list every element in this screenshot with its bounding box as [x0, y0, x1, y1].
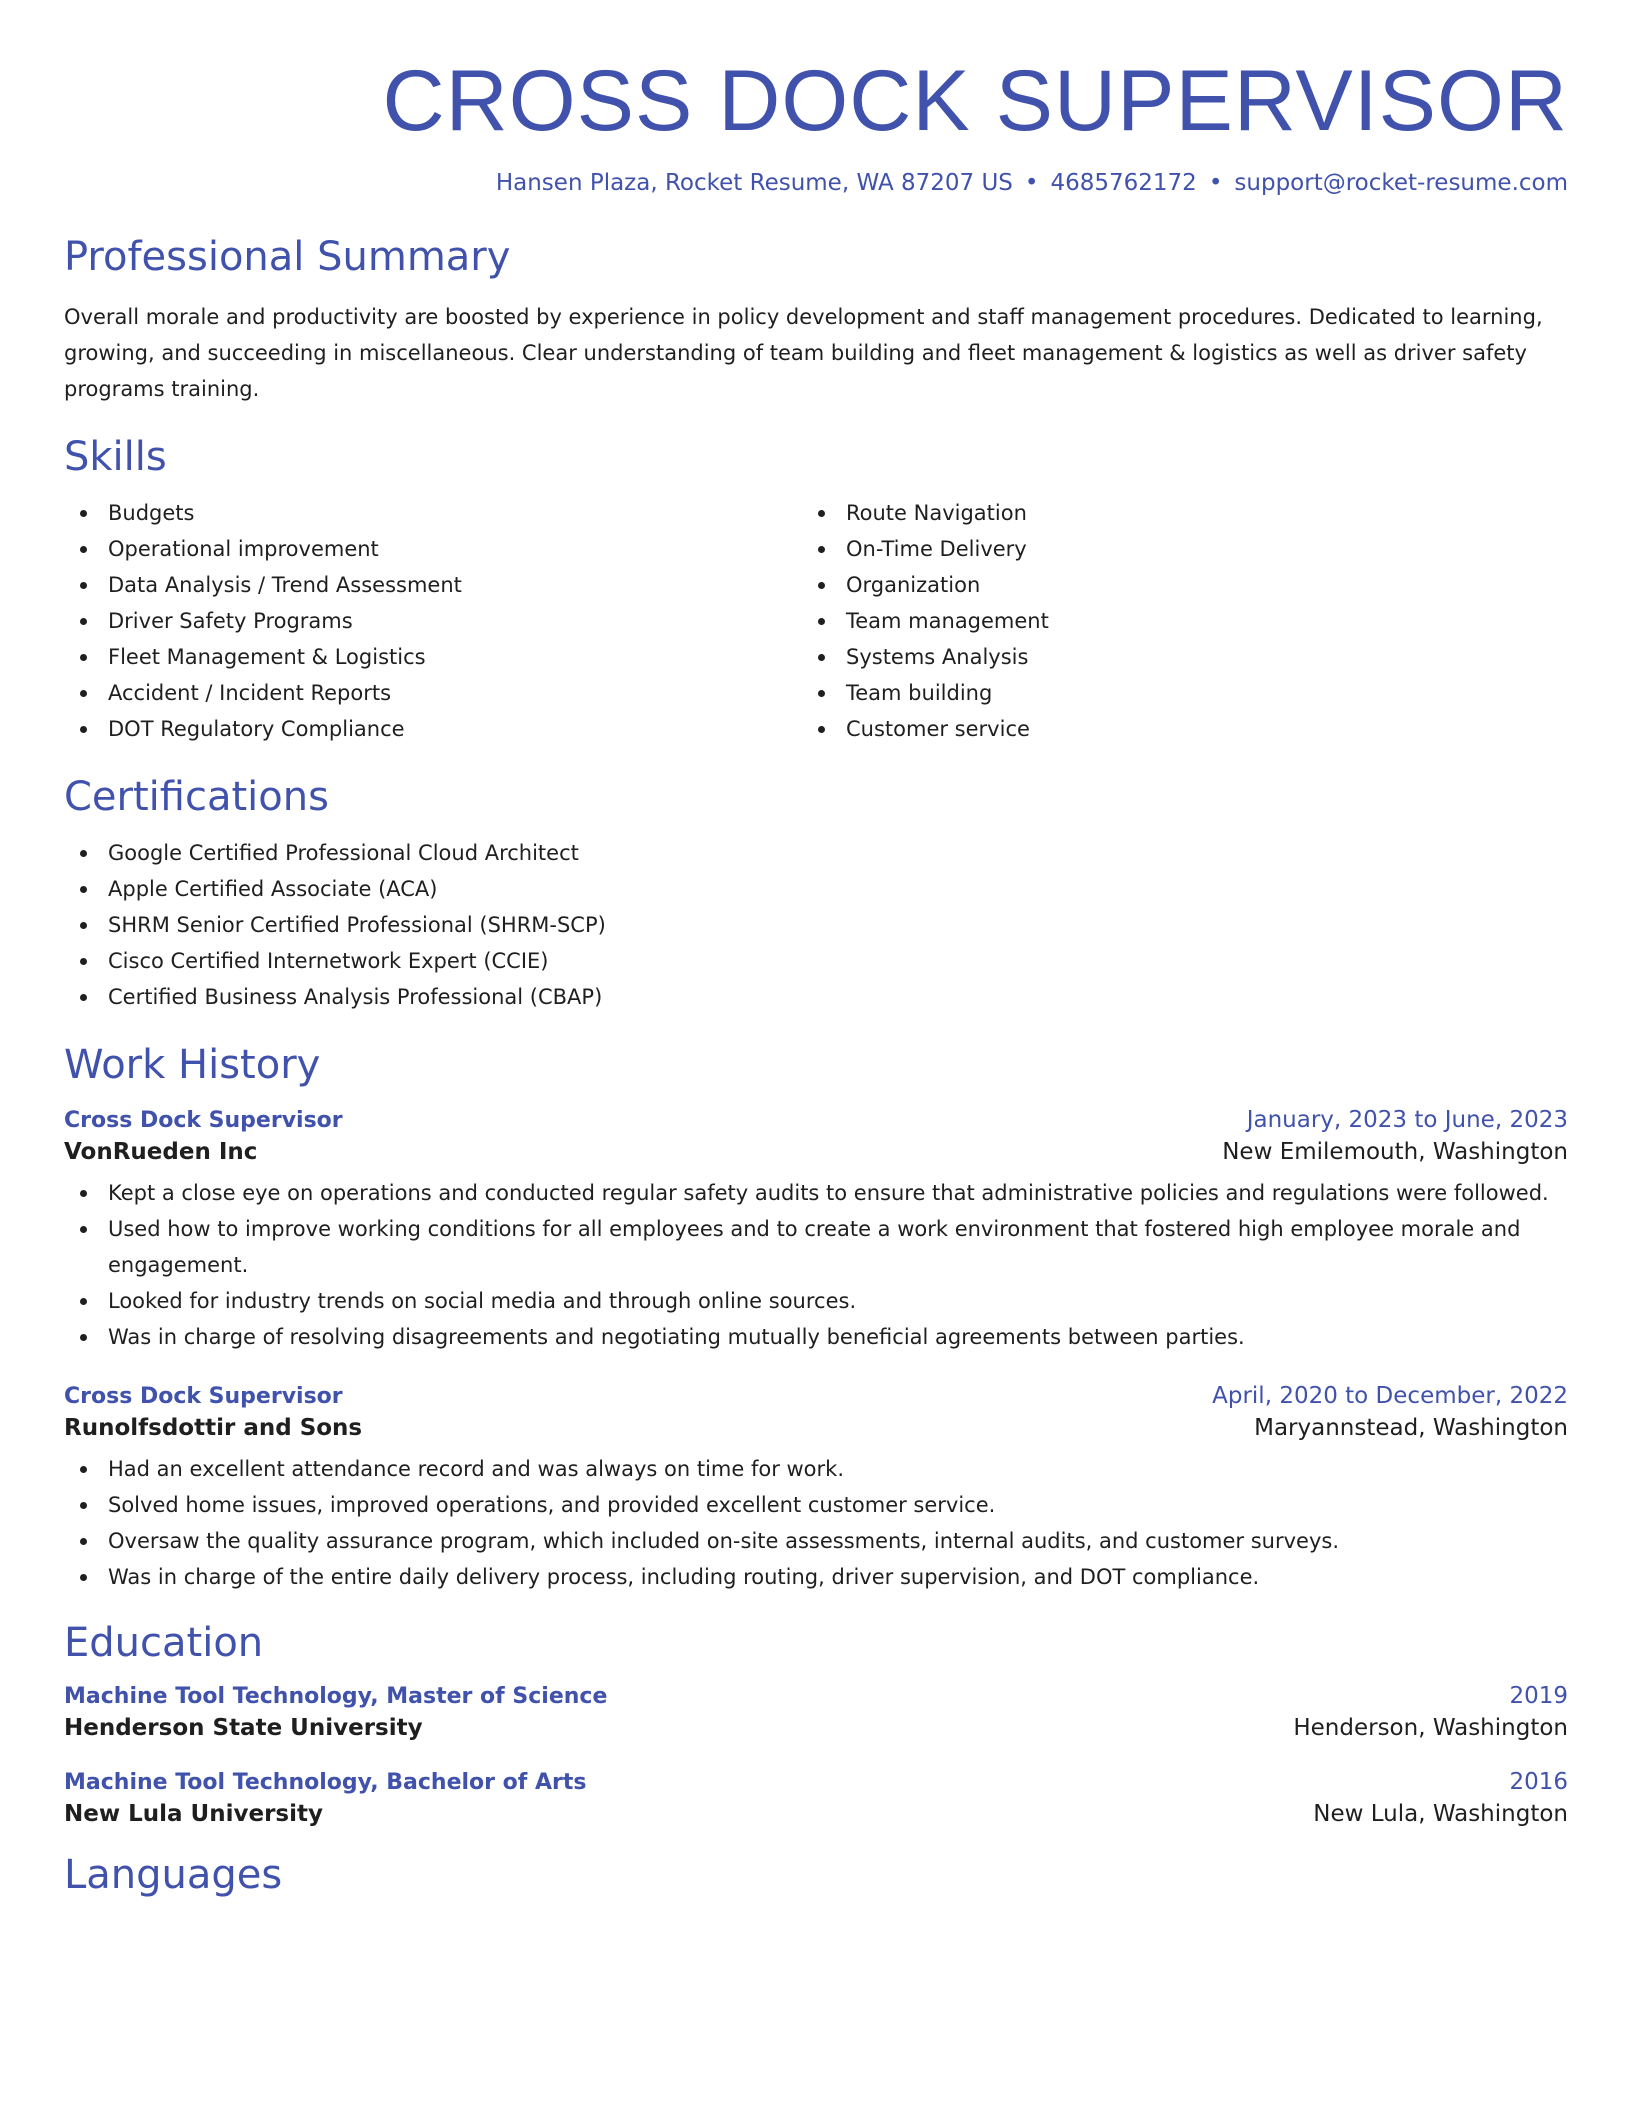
job-title: Cross Dock Supervisor [64, 1108, 343, 1134]
degree-name: Machine Tool Technology, Master of Science [64, 1684, 608, 1710]
skill-item: Team management [802, 603, 1540, 639]
certification-item: Apple Certified Associate (ACA) [64, 871, 1568, 907]
skill-item: Systems Analysis [802, 639, 1540, 675]
section-title-skills: Skills [64, 434, 167, 481]
job-entry [64, 1107, 1568, 1355]
job-duty-item: Looked for industry trends on social media and through online sources. [64, 1283, 1568, 1319]
skill-item: On-Time Delivery [802, 531, 1540, 567]
certification-item: Cisco Certified Internetwork Expert (CCIE) [64, 943, 1568, 979]
phone: 4685762172 [1050, 170, 1197, 197]
skill-item: Route Navigation [802, 495, 1540, 531]
job-location: New Emilemouth, Washington [1222, 1139, 1568, 1166]
skills-list-right [802, 495, 1540, 747]
school-name: Henderson State University [64, 1715, 423, 1742]
education-degree-row [64, 1683, 1568, 1709]
company-name: Runolfsdottir and Sons [64, 1415, 363, 1442]
education-entry [64, 1769, 1568, 1827]
education-school-row [64, 1801, 1568, 1827]
job-duty-item: Had an excellent attendance record and was always on time for work. [64, 1451, 1568, 1487]
summary-section [64, 233, 1568, 407]
skill-item: Fleet Management & Logistics [64, 639, 802, 675]
summary-text: Overall morale and productivity are boosted by experience in policy development and staff management procedures. Dedicated to learning, growing, and succeeding in miscellaneous. Clear understanding of team building and fleet management & logistics as well as driver safety programs training. [64, 305, 1543, 402]
graduation-year: 2019 [1509, 1683, 1568, 1710]
candidate-title: CROSS DOCK SUPERVISOR [382, 53, 1568, 149]
work-history-section [64, 1041, 1568, 1595]
skills-list-left [64, 495, 802, 747]
certifications-list [64, 835, 1568, 1015]
skills-section [64, 433, 1568, 747]
skill-item: Team building [802, 675, 1540, 711]
school-name: New Lula University [64, 1801, 323, 1828]
resume-header [64, 0, 1568, 199]
job-duties-list [64, 1175, 1568, 1355]
education-school-row [64, 1715, 1568, 1741]
address: Hansen Plaza, Rocket Resume, WA 87207 US [495, 170, 1013, 197]
school-location: New Lula, Washington [1313, 1801, 1568, 1828]
education-degree-row [64, 1769, 1568, 1795]
education-section [64, 1619, 1568, 1827]
job-company-row [64, 1139, 1568, 1165]
certification-item: Google Certified Professional Cloud Architect [64, 835, 1568, 871]
email-link[interactable]: support@rocket-resume.com [1234, 170, 1568, 197]
section-title-certifications: Certifications [64, 774, 329, 821]
skill-item: Customer service [802, 711, 1540, 747]
certification-item: Certified Business Analysis Professional (CBAP) [64, 979, 1568, 1015]
degree-name: Machine Tool Technology, Bachelor of Arts [64, 1770, 587, 1796]
skill-item: Operational improvement [64, 531, 802, 567]
section-title-work-history: Work History [64, 1042, 321, 1089]
certification-item: SHRM Senior Certified Professional (SHRM-SCP) [64, 907, 1568, 943]
job-entry [64, 1383, 1568, 1595]
skill-item: Data Analysis / Trend Assessment [64, 567, 802, 603]
section-title-languages: Languages [64, 1852, 283, 1899]
job-company-row [64, 1415, 1568, 1441]
skill-item: DOT Regulatory Compliance [64, 711, 802, 747]
skill-item: Accident / Incident Reports [64, 675, 802, 711]
job-duty-item: Kept a close eye on operations and conducted regular safety audits to ensure that administrative policies and regulations were followed. [64, 1175, 1568, 1211]
certifications-section [64, 773, 1568, 1015]
job-location: Maryannstead, Washington [1254, 1415, 1568, 1442]
job-duty-item: Was in charge of resolving disagreements and negotiating mutually beneficial agreements between parties. [64, 1319, 1568, 1355]
contact-line [64, 169, 1568, 199]
job-duty-item: Solved home issues, improved operations, and provided excellent customer service. [64, 1487, 1568, 1523]
company-name: VonRueden Inc [64, 1139, 258, 1166]
job-dates: January, 2023 to June, 2023 [1246, 1107, 1568, 1134]
skills-columns [64, 495, 1568, 747]
job-title: Cross Dock Supervisor [64, 1384, 343, 1410]
school-location: Henderson, Washington [1293, 1715, 1568, 1742]
skill-item: Budgets [64, 495, 802, 531]
job-header-row [64, 1383, 1568, 1409]
section-title-summary: Professional Summary [64, 234, 511, 281]
graduation-year: 2016 [1509, 1769, 1568, 1796]
skill-item: Organization [802, 567, 1540, 603]
job-duty-item: Was in charge of the entire daily delivery process, including routing, driver supervision, and DOT compliance. [64, 1559, 1568, 1595]
job-header-row [64, 1107, 1568, 1133]
languages-section [64, 1851, 1568, 1899]
separator-bullet: • [1208, 170, 1223, 197]
job-duties-list [64, 1451, 1568, 1595]
job-dates: April, 2020 to December, 2022 [1212, 1383, 1568, 1410]
skill-item: Driver Safety Programs [64, 603, 802, 639]
education-entry [64, 1683, 1568, 1741]
separator-bullet: • [1024, 170, 1039, 197]
section-title-education: Education [64, 1620, 264, 1667]
job-duty-item: Oversaw the quality assurance program, which included on-site assessments, internal audits, and customer surveys. [64, 1523, 1568, 1559]
job-duty-item: Used how to improve working conditions for all employees and to create a work environment that fostered high employee morale and engagement. [64, 1211, 1568, 1283]
